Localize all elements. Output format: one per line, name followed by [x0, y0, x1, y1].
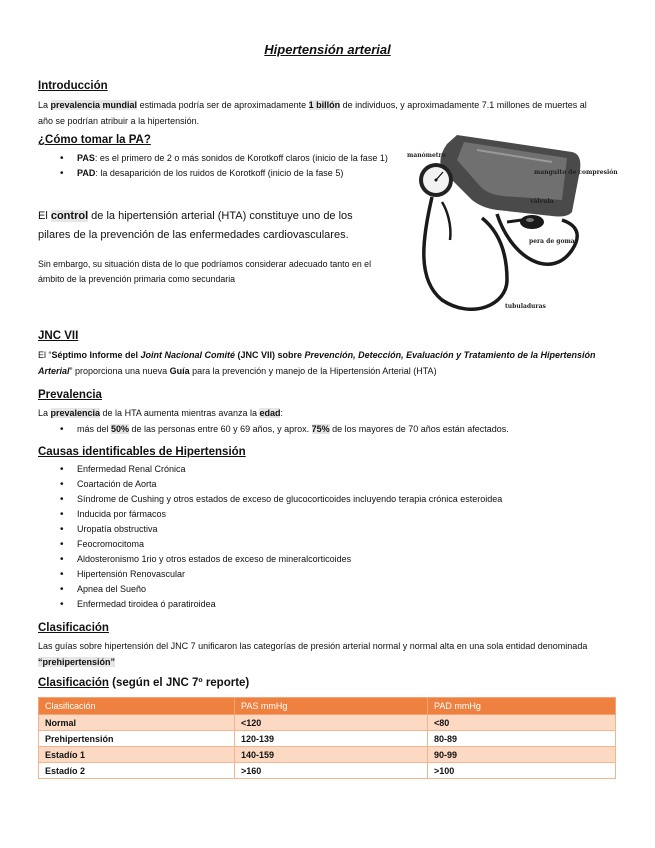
table-cell: Estadío 1 [39, 747, 235, 763]
label-valvula: válvula [530, 198, 554, 205]
list-item: • Hipertensión Renovascular [77, 567, 617, 582]
column-header: PAS mmHg [235, 698, 428, 715]
table-cell: Normal [39, 715, 235, 731]
list-item: • Apnea del Sueño [77, 582, 617, 597]
table-cell: Estadío 2 [39, 763, 235, 779]
table-row [39, 731, 616, 747]
table-cell: <120 [235, 715, 428, 731]
table-cell: 80-89 [428, 731, 616, 747]
list-item: • Uropatía obstructiva [77, 522, 617, 537]
como-list [77, 151, 402, 181]
prevalencia-paragraph: La prevalencia de la HTA aumenta mientras avanza la edad: [38, 408, 283, 418]
column-header: Clasificación [39, 698, 235, 715]
intro-heading: Introducción [38, 80, 108, 92]
table-row [39, 747, 616, 763]
causas-heading: Causas identificables de Hipertensión [38, 446, 246, 458]
table-header-row [39, 698, 616, 715]
page-title: Hipertensión arterial [264, 42, 391, 57]
list-item: • Enfermedad Renal Crónica [77, 462, 617, 477]
como-heading: ¿Cómo tomar la PA? [38, 134, 151, 146]
list-item: • Enfermedad tiroidea ó paratiroidea [77, 597, 617, 612]
jnc-paragraph: El “Séptimo Informe del Joint Nacional Comité (JNC VII) sobre Prevención, Detección, Evaluación y Tratamiento de la Hipertensión Arterial” proporciona una nueva Guía para la prevención y manejo de la Hipertensión Arterial (HTA) [38, 350, 596, 376]
label-tubuladuras: tubuladuras [505, 303, 546, 310]
jnc-heading: JNC VII [38, 330, 79, 342]
highlight-prevalencia-mundial: prevalencia mundial [50, 100, 138, 110]
causas-list [77, 462, 617, 612]
highlight-control: control [50, 210, 89, 222]
table-cell: Prehipertensión [39, 731, 235, 747]
table-row [39, 763, 616, 779]
list-item: • Coartación de Aorta [77, 477, 617, 492]
clasificacion-heading: Clasificación [38, 622, 109, 634]
list-item: • Aldosteronismo 1rio y otros estados de exceso de mineralcorticoides [77, 552, 617, 567]
list-item: • más del 50% de las personas entre 60 y 69 años, y aprox. 75% de los mayores de 70 años están afectados. [77, 422, 617, 437]
table-cell: 90-99 [428, 747, 616, 763]
list-item: • Inducida por fármacos [77, 507, 617, 522]
list-item: • Feocromocitoma [77, 537, 617, 552]
table-cell: 120-139 [235, 731, 428, 747]
table-cell: 140-159 [235, 747, 428, 763]
clasificacion-table [38, 697, 616, 779]
highlight-1-billon: 1 billón [308, 100, 341, 110]
sin-embargo-paragraph: Sin embargo, su situación dista de lo que podríamos considerar adecuado tanto en el ámbito de la prevención primaria como secundaria [38, 259, 372, 284]
sphygmomanometer-image [402, 130, 640, 325]
table-row [39, 715, 616, 731]
list-item: • PAS: es el primero de 2 o más sonidos de Korotkoff claros (inicio de la fase 1) [77, 151, 402, 166]
table-cell: >160 [235, 763, 428, 779]
table-cell: >100 [428, 763, 616, 779]
intro-paragraph: La prevalencia mundial estimada podría ser de aproximadamente 1 billón de individuos, y aproximadamente 7.1 millones de muertes al año se podrían atribuir a la hipertensión. [38, 100, 587, 126]
list-item: • Síndrome de Cushing y otros estados de exceso de glucocorticoides incluyendo terapia crónica esteroidea [77, 492, 617, 507]
label-manguito: manguito de compresión [534, 169, 618, 176]
label-manometro: manómetro [407, 152, 446, 159]
prevalencia-list [77, 422, 617, 437]
list-item: • PAD: la desaparición de los ruidos de Korotkoff (inicio de la fase 5) [77, 166, 402, 181]
prevalencia-heading: Prevalencia [38, 389, 102, 401]
clasificacion-paragraph: Las guías sobre hipertensión del JNC 7 unificaron las categorías de presión arterial normal y normal alta en una sola entidad denominada “prehipertensión” [38, 641, 588, 667]
control-paragraph: El control de la hipertensión arterial (HTA) constituye uno de los pilares de la prevención de las enfermedades cardiovasculares. [38, 210, 353, 241]
tabla-heading: Clasificación (según el JNC 7º reporte) [38, 677, 250, 689]
table-cell: <80 [428, 715, 616, 731]
column-header: PAD mmHg [428, 698, 616, 715]
label-pera: pera de goma [529, 238, 575, 245]
